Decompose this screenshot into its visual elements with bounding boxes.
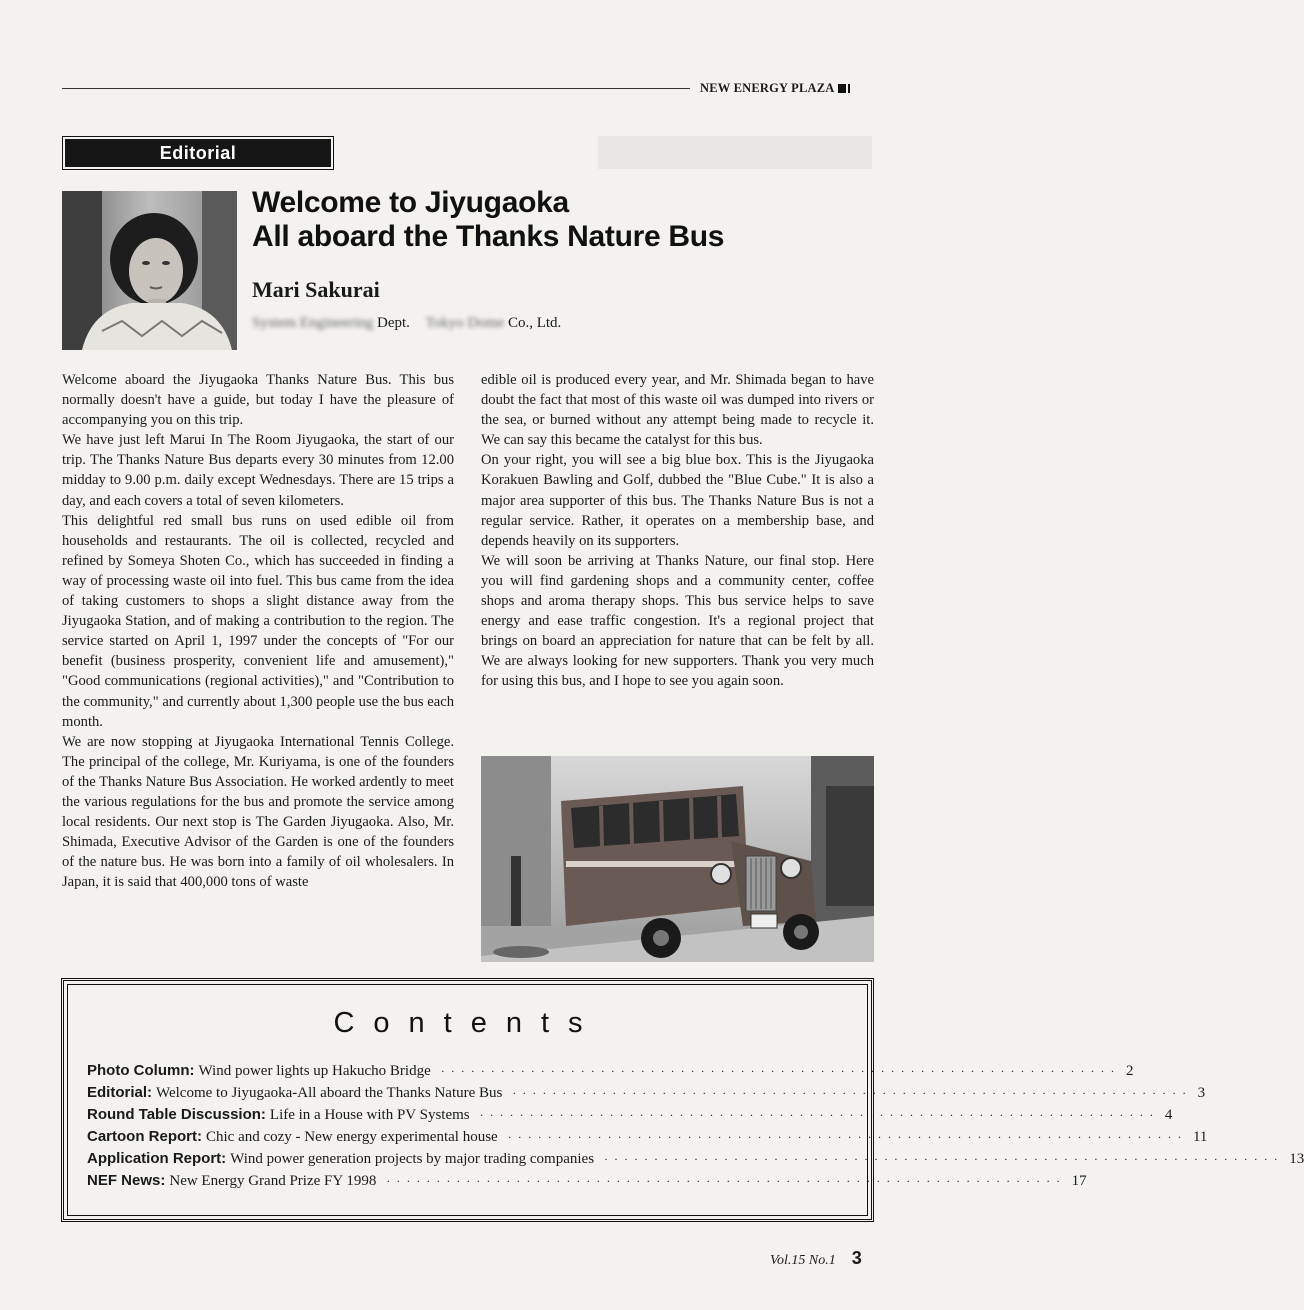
toc-page-number: 2 — [1126, 1063, 1134, 1079]
toc-description: New Energy Grand Prize FY 1998 — [169, 1173, 377, 1189]
toc-entry-round-table[interactable] — [87, 1106, 1173, 1128]
bus-photo-image — [481, 756, 874, 962]
toc-leader-dots: · · · · · · · · · · · · · · · · · · · · · · · · · · · · · · · · · · · · · · · · · · · · · · · · · · · · · · · · · · · · · · · · · · · · — [386, 1174, 1062, 1188]
toc-leader-dots: · · · · · · · · · · · · · · · · · · · · · · · · · · · · · · · · · · · · · · · · · · · · · · · · · · · · · · · · · · · · · · · · · · · · — [604, 1152, 1280, 1166]
page-number: 3 — [851, 1248, 862, 1268]
body-paragraph: We will soon be arriving at Thanks Nature, our final stop. Here you will find gardening shops and a community center, coffee shops and aroma therapy shops. This bus service helps to save energy and ease traffic congestion. It's a regional project that brings on board an appreciation for nature that can be felt by all. We are always looking for new supporters. Thank you very much for using this bus, and I hope to see you again soon. — [481, 552, 874, 690]
header-square-icon — [838, 84, 846, 93]
body-paragraph: We have just left Marui In The Room Jiyugaoka, the start of our trip. The Thanks Nature Bus departs every 30 minutes from 12.00 midday to 9.00 p.m. daily except Wednesdays. There are 15 trips a day, and each covers a total of seven kilometers. — [62, 432, 454, 509]
toc-leader-dots: · · · · · · · · · · · · · · · · · · · · · · · · · · · · · · · · · · · · · · · · · · · · · · · · · · · · · · · · · · · · · · · · · · · · — [507, 1130, 1183, 1144]
author-photo — [62, 191, 237, 350]
toc-description: Wind power lights up Hakucho Bridge — [198, 1063, 431, 1079]
body-paragraph: Welcome aboard the Jiyugaoka Thanks Nature Bus. This bus normally doesn't have a guide, but today I have the pleasure of accompanying you on this trip. — [62, 372, 454, 429]
dept-label: Dept. — [376, 315, 410, 331]
toc-entry-nef-news[interactable] — [87, 1172, 1087, 1194]
contents-title: Contents — [333, 1007, 602, 1039]
body-paragraph: edible oil is produced every year, and Mr. Shimada began to have doubt the fact that most of this waste oil was dumped into rivers or the sea, or burned without any attempt being made to recycle it. We can say this became the catalyst for this bus. — [481, 372, 874, 449]
toc-page-number: 17 — [1071, 1173, 1087, 1189]
section-badge — [62, 136, 334, 170]
section-badge-label: Editorial — [65, 139, 331, 167]
show-through-badge — [598, 136, 872, 169]
toc-category: NEF News: — [87, 1172, 166, 1189]
article-title-line2: All aboard the Thanks Nature Bus — [252, 220, 725, 253]
header-label: NEW ENERGY PLAZA — [700, 81, 835, 95]
bus-photo — [481, 756, 874, 962]
contents-inner-frame — [67, 984, 1304, 1216]
toc-category: Application Report: — [87, 1150, 227, 1167]
volume-label: Vol.15 No.1 — [770, 1253, 836, 1268]
redacted-department: System Engineering — [252, 315, 374, 331]
header-rule — [62, 88, 690, 89]
contents-box — [61, 978, 1304, 1222]
toc-entry-editorial[interactable] — [87, 1084, 1206, 1106]
article-title-line1: Welcome to Jiyugaoka — [252, 186, 569, 219]
article-title — [252, 186, 952, 254]
body-paragraph: On your right, you will see a big blue box. This is the Jiyugaoka Korakuen Bawling and Golf, dubbed the "Blue Cube." It is also a major area supporter of this bus. The Thanks Nature Bus is not a regular service. Rather, it operates on a membership base, and depends heavily on its supporters. — [481, 452, 874, 549]
toc-description: Chic and cozy - New energy experimental house — [206, 1129, 498, 1145]
toc-page-number: 3 — [1197, 1085, 1206, 1101]
company-label: Co., Ltd. — [507, 315, 562, 331]
running-header — [700, 81, 850, 96]
toc-page-number: 4 — [1164, 1107, 1173, 1123]
author-affiliation — [252, 315, 561, 332]
article-body-right-column — [481, 370, 874, 692]
header-bar-icon — [848, 84, 850, 93]
toc-category: Photo Column: — [87, 1062, 195, 1079]
toc-entry-application-report[interactable] — [87, 1150, 1304, 1172]
toc-leader-dots: · · · · · · · · · · · · · · · · · · · · · · · · · · · · · · · · · · · · · · · · · · · · · · · · · · · · · · · · · · · · · · · · · · · · — [512, 1086, 1188, 1100]
toc-category: Cartoon Report: — [87, 1128, 202, 1145]
toc-description: Wind power generation projects by major trading companies — [230, 1151, 595, 1167]
toc-description: Life in a House with PV Systems — [269, 1107, 470, 1123]
toc-page-number: 11 — [1192, 1129, 1208, 1145]
author-portrait-image — [62, 191, 237, 350]
redacted-company: Tokyo Dome — [425, 315, 505, 331]
toc-description: Welcome to Jiyugaoka-All aboard the Thanks Nature Bus — [156, 1085, 503, 1101]
toc-entry-cartoon-report[interactable] — [87, 1128, 1208, 1150]
toc-entry-photo-column[interactable] — [87, 1062, 1134, 1084]
body-paragraph: This delightful red small bus runs on used edible oil from households and restaurants. The oil is collected, recycled and refined by Someya Shoten Co., which has succeeded in finding a way of processing waste oil into fuel. This bus came from the idea of taking customers to shops a slight distance away from the Jiyugaoka Station, and of making a contribution to the region. The service started on April 1, 1997 under the concepts of "For our benefit (business prosperity, convenient life and amusement)," "Good communications (regional activities)," and "Contribution to the community," and currently about 1,300 people use the bus each month. — [62, 512, 454, 730]
toc-leader-dots: · · · · · · · · · · · · · · · · · · · · · · · · · · · · · · · · · · · · · · · · · · · · · · · · · · · · · · · · · · · · · · · · · · · · — [479, 1108, 1155, 1122]
body-paragraph: We are now stopping at Jiyugaoka International Tennis College. The principal of the college, Mr. Kuriyama, is one of the founders of the Thanks Nature Bus Association. He worked ardently to meet the various regulations for the bus and promote the service among local residents. Our next stop is The Garden Jiyugaoka. Also, Mr. Shimada, Executive Advisor of the Garden is one of the founders of the nature bus. He was born into a family of oil wholesalers. In Japan, it is said that 400,000 tons of waste — [62, 733, 454, 891]
toc-leader-dots: · · · · · · · · · · · · · · · · · · · · · · · · · · · · · · · · · · · · · · · · · · · · · · · · · · · · · · · · · · · · · · · · · · · · — [440, 1064, 1116, 1078]
author-name: Mari Sakurai — [252, 277, 380, 302]
article-body-left-column — [62, 370, 454, 892]
page-footer — [770, 1248, 862, 1269]
toc-page-number: 13 — [1289, 1151, 1304, 1167]
toc-category: Editorial: — [87, 1084, 153, 1101]
toc-category: Round Table Discussion: — [87, 1106, 266, 1123]
